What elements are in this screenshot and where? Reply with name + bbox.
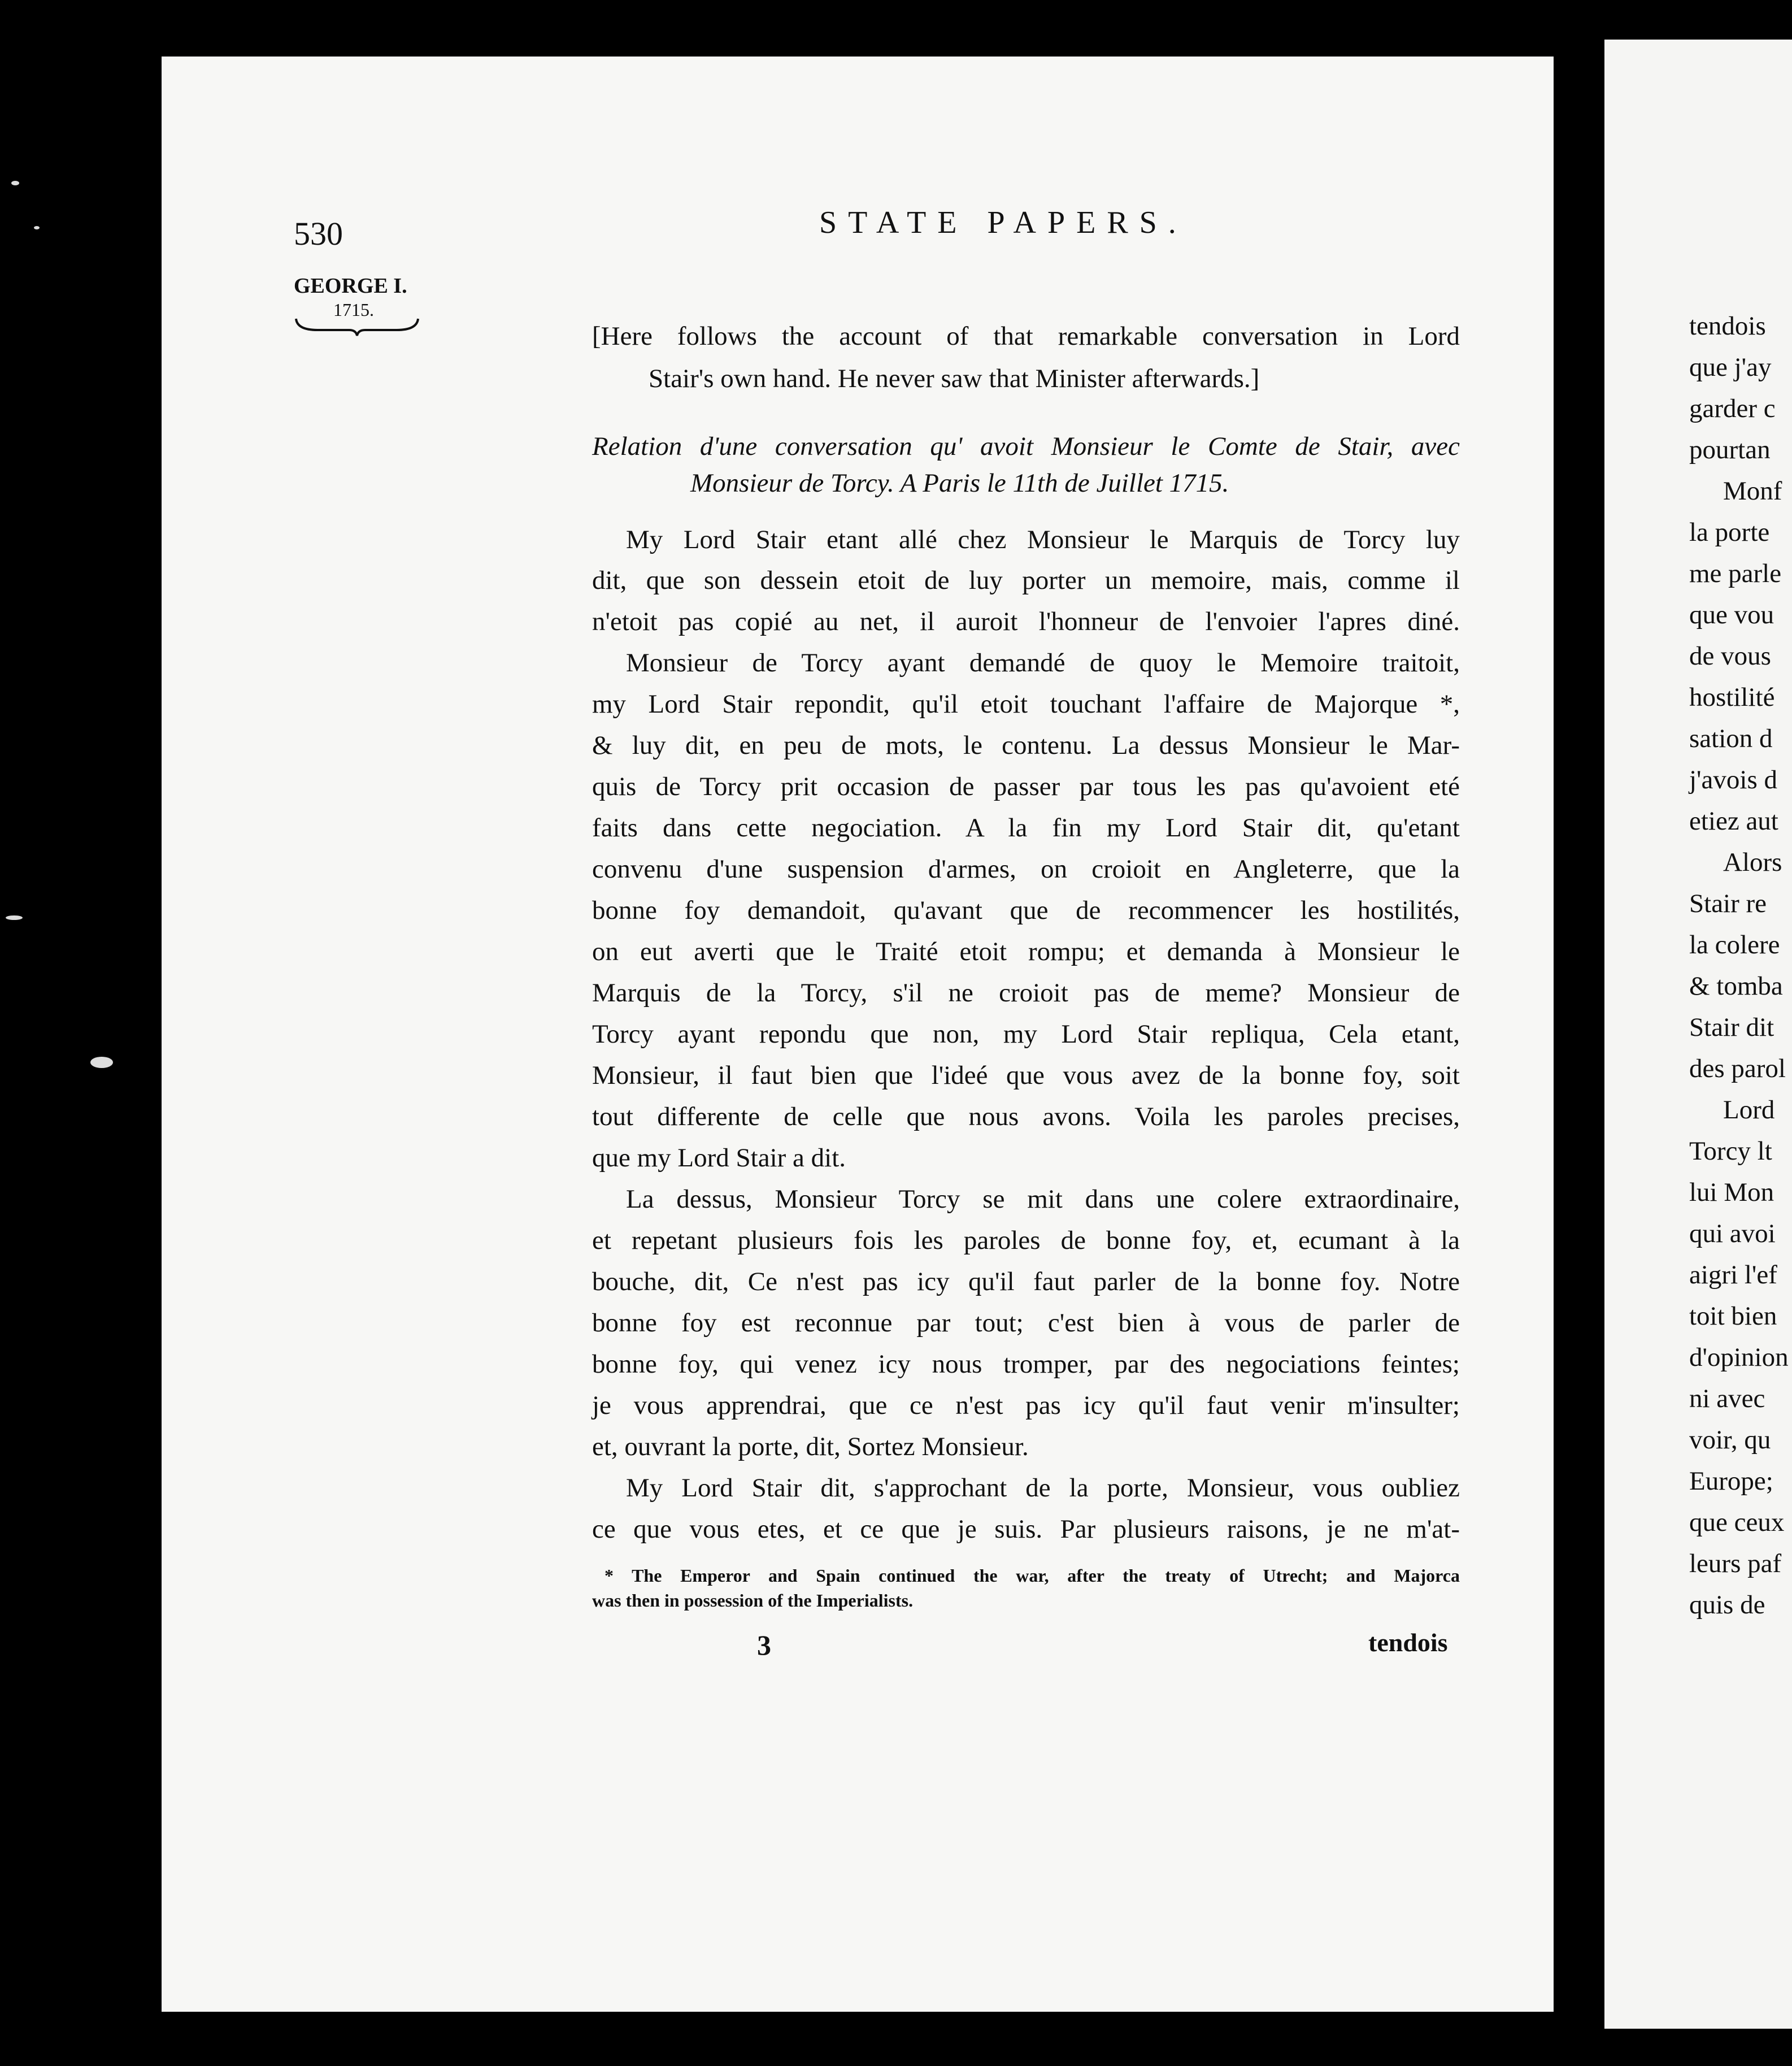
facing-line: que j'ay	[1689, 353, 1772, 382]
facing-line: Stair dit	[1689, 1013, 1774, 1042]
facing-line: la porte	[1689, 518, 1770, 547]
facing-line: aigri l'ef	[1689, 1260, 1777, 1290]
facing-line: tendois	[1689, 311, 1766, 341]
body-line: on eut averti que le Traité etoit rompu; et demanda à Monsieur le	[592, 937, 1460, 966]
body-line: bouche, dit, Ce n'est pas icy qu'il faut parler de la bonne foy. Notre	[592, 1267, 1460, 1296]
body-line: que my Lord Stair a dit.	[592, 1143, 846, 1173]
body-line: convenu d'une suspension d'armes, on croioit en Angleterre, que la	[592, 854, 1460, 884]
intro-line: Stair's own hand. He never saw that Minister afterwards.]	[649, 364, 1260, 393]
body-line: Torcy ayant repondu que non, my Lord Stair repliqua, Cela etant,	[592, 1019, 1460, 1049]
facing-line: voir, qu	[1689, 1425, 1771, 1455]
body-line: tout differente de celle que nous avons. Voila les paroles precises,	[592, 1102, 1460, 1131]
body-line: & luy dit, en peu de mots, le contenu. La dessus Monsieur le Mar-	[592, 731, 1460, 760]
body-line: dit, que son dessein etoit de luy porter un memoire, mais, comme il	[592, 566, 1460, 595]
margin-year: 1715.	[333, 300, 374, 320]
scan-speck	[6, 915, 23, 920]
body-line: My Lord Stair dit, s'approchant de la porte, Monsieur, vous oubliez	[626, 1473, 1460, 1503]
facing-line: lui Mon	[1689, 1178, 1774, 1207]
facing-line: Monf	[1723, 476, 1782, 506]
facing-line: garder c	[1689, 394, 1776, 423]
facing-line: sation d	[1689, 724, 1773, 753]
body-line: La dessus, Monsieur Torcy se mit dans une colere extraordinaire,	[626, 1184, 1460, 1214]
scan-speck	[11, 181, 19, 185]
facing-line: de vous	[1689, 641, 1771, 671]
body-line: quis de Torcy prit occasion de passer par tous les pas qu'avoient eté	[592, 772, 1460, 801]
footnote-line: was then in possession of the Imperialists.	[592, 1590, 914, 1611]
facing-line: Alors	[1723, 848, 1782, 877]
body-line: Monsieur, il faut bien que l'ideé que vous avez de la bonne foy, soit	[592, 1061, 1460, 1090]
body-line: bonne foy, qui venez icy nous tromper, par des negociations feintes;	[592, 1349, 1460, 1379]
running-head: STATE PAPERS.	[819, 205, 1188, 240]
facing-page	[1604, 40, 1792, 2029]
body-line: et, ouvrant la porte, dit, Sortez Monsieur.	[592, 1432, 1029, 1461]
heading-line: Relation d'une conversation qu' avoit Monsieur le Comte de Stair, avec	[592, 432, 1460, 461]
margin-brace-icon	[295, 316, 419, 337]
facing-line: leurs paf	[1689, 1549, 1782, 1578]
facing-line: Europe;	[1689, 1466, 1773, 1496]
body-line: Monsieur de Torcy ayant demandé de quoy le Memoire traitoit,	[626, 648, 1460, 678]
body-line: my Lord Stair repondit, qu'il etoit touchant l'affaire de Majorque *,	[592, 689, 1460, 719]
facing-line: Stair re	[1689, 889, 1767, 918]
catchword: tendois	[1368, 1628, 1448, 1657]
signature-mark: 3	[757, 1629, 771, 1661]
page-number: 530	[294, 215, 343, 252]
facing-line: hostilité	[1689, 683, 1775, 712]
footnote-line: * The Emperor and Spain continued the war, after the treaty of Utrecht; and Majorca	[604, 1565, 1460, 1586]
facing-line: quis de	[1689, 1590, 1765, 1620]
scan-speck	[90, 1057, 113, 1068]
body-line: et repetant plusieurs fois les paroles de bonne foy, et, ecumant à la	[592, 1226, 1460, 1255]
body-line: bonne foy est reconnue par tout; c'est bien à vous de parler de	[592, 1308, 1460, 1338]
facing-line: j'avois d	[1689, 765, 1777, 795]
margin-note: GEORGE I.	[294, 274, 407, 298]
facing-line: ni avec	[1689, 1384, 1765, 1413]
facing-line: des parol	[1689, 1054, 1786, 1083]
scan-speck	[34, 226, 40, 229]
body-line: n'etoit pas copié au net, il auroit l'honneur de l'envoier l'apres diné.	[592, 607, 1460, 636]
facing-line: me parle	[1689, 559, 1782, 588]
facing-line: que vou	[1689, 600, 1774, 630]
facing-line: qui avoi	[1689, 1219, 1776, 1248]
body-line: Marquis de la Torcy, s'il ne croioit pas de meme? Monsieur de	[592, 978, 1460, 1008]
body-line: je vous apprendrai, que ce n'est pas icy qu'il faut venir m'insulter;	[592, 1391, 1460, 1420]
facing-line: toit bien	[1689, 1301, 1777, 1331]
facing-line: & tomba	[1689, 971, 1783, 1001]
intro-line: [Here follows the account of that remarkable conversation in Lord	[592, 322, 1460, 351]
facing-line: que ceux	[1689, 1508, 1785, 1537]
facing-line: d'opinion	[1689, 1343, 1789, 1372]
body-line: My Lord Stair etant allé chez Monsieur le Marquis de Torcy luy	[626, 525, 1460, 554]
facing-line: Lord	[1723, 1095, 1775, 1125]
body-line: bonne foy demandoit, qu'avant que de recommencer les hostilités,	[592, 896, 1460, 925]
heading-line: Monsieur de Torcy. A Paris le 11th de Juillet 1715.	[690, 468, 1229, 498]
body-line: ce que vous etes, et ce que je suis. Par plusieurs raisons, je ne m'at-	[592, 1514, 1460, 1544]
facing-line: Torcy lt	[1689, 1136, 1772, 1166]
body-line: faits dans cette negociation. A la fin my Lord Stair dit, qu'etant	[592, 813, 1460, 843]
facing-line: la colere	[1689, 930, 1780, 960]
facing-line: pourtan	[1689, 435, 1771, 465]
facing-line: etiez aut	[1689, 806, 1778, 836]
